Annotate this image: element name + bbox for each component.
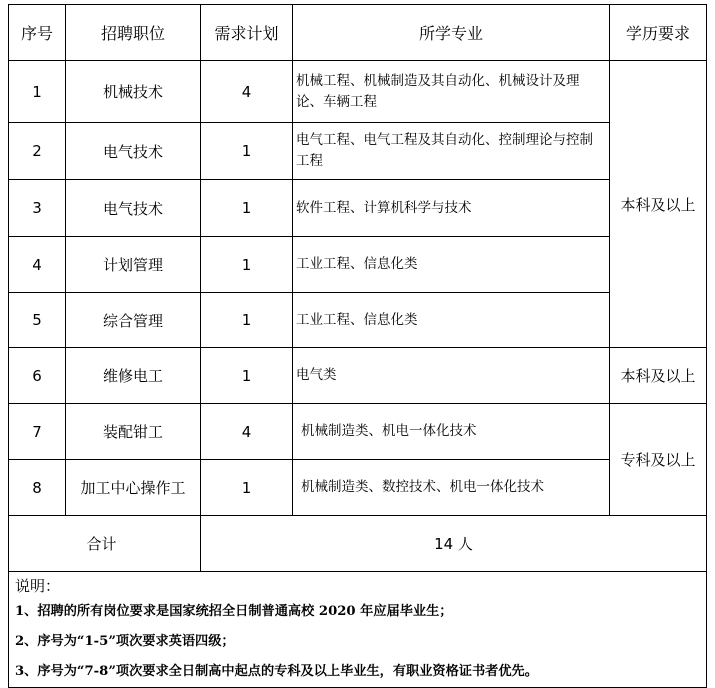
header-no: 序号 [9, 5, 66, 61]
row-no: 2 [9, 123, 66, 180]
notes-row [9, 572, 707, 688]
header-major: 所学专业 [293, 5, 610, 61]
row-major: 电气类 [293, 348, 610, 404]
row-position: 加工中心操作工 [66, 460, 201, 516]
row-demand: 4 [201, 61, 293, 123]
row-major: 机械工程、机械制造及其自动化、机械设计及理论、车辆工程 [293, 61, 610, 123]
table-row [9, 180, 707, 237]
row-position: 机械技术 [66, 61, 201, 123]
row-no: 7 [9, 404, 66, 460]
total-label: 合计 [9, 516, 201, 572]
row-no: 6 [9, 348, 66, 404]
education-undergrad-1: 本科及以上 [610, 61, 707, 348]
row-position: 装配钳工 [66, 404, 201, 460]
row-position: 综合管理 [66, 293, 201, 348]
row-major: 电气工程、电气工程及其自动化、控制理论与控制工程 [293, 123, 610, 180]
education-undergrad-2: 本科及以上 [610, 348, 707, 404]
note-line-1: 1、招聘的所有岗位要求是国家统招全日制普通高校 2020 年应届毕业生； [15, 604, 453, 619]
header-row [9, 5, 707, 61]
row-demand: 4 [201, 404, 293, 460]
notes-title: 说明： [15, 577, 61, 595]
row-demand: 1 [201, 460, 293, 516]
row-demand: 1 [201, 180, 293, 237]
table-row [9, 404, 707, 460]
table-row [9, 460, 707, 516]
row-demand: 1 [201, 123, 293, 180]
table-row [9, 123, 707, 180]
table-row [9, 237, 707, 293]
total-value: 14 人 [201, 516, 707, 572]
row-major: 工业工程、信息化类 [293, 293, 610, 348]
row-demand: 1 [201, 237, 293, 293]
recruitment-table [8, 4, 707, 688]
note-line-3: 3、序号为“7-8”项次要求全日制高中起点的专科及以上毕业生，有职业资格证书者优先。 [15, 664, 538, 679]
row-no: 3 [9, 180, 66, 237]
row-major: 软件工程、计算机科学与技术 [293, 180, 610, 237]
table-row [9, 293, 707, 348]
row-major: 工业工程、信息化类 [293, 237, 610, 293]
notes-cell [9, 572, 707, 688]
row-no: 1 [9, 61, 66, 123]
row-no: 8 [9, 460, 66, 516]
header-education: 学历要求 [610, 5, 707, 61]
row-demand: 1 [201, 348, 293, 404]
header-position: 招聘职位 [66, 5, 201, 61]
row-no: 4 [9, 237, 66, 293]
row-major: 机械制造类、机电一体化技术 [293, 404, 610, 460]
header-demand: 需求计划 [201, 5, 293, 61]
row-demand: 1 [201, 293, 293, 348]
row-position: 维修电工 [66, 348, 201, 404]
note-line-2: 2、序号为“1-5”项次要求英语四级； [15, 634, 235, 649]
table-row [9, 61, 707, 123]
row-position: 电气技术 [66, 123, 201, 180]
table-row [9, 348, 707, 404]
total-row [9, 516, 707, 572]
row-position: 电气技术 [66, 180, 201, 237]
row-no: 5 [9, 293, 66, 348]
row-position: 计划管理 [66, 237, 201, 293]
row-major: 机械制造类、数控技术、机电一体化技术 [293, 460, 610, 516]
education-college: 专科及以上 [610, 404, 707, 516]
